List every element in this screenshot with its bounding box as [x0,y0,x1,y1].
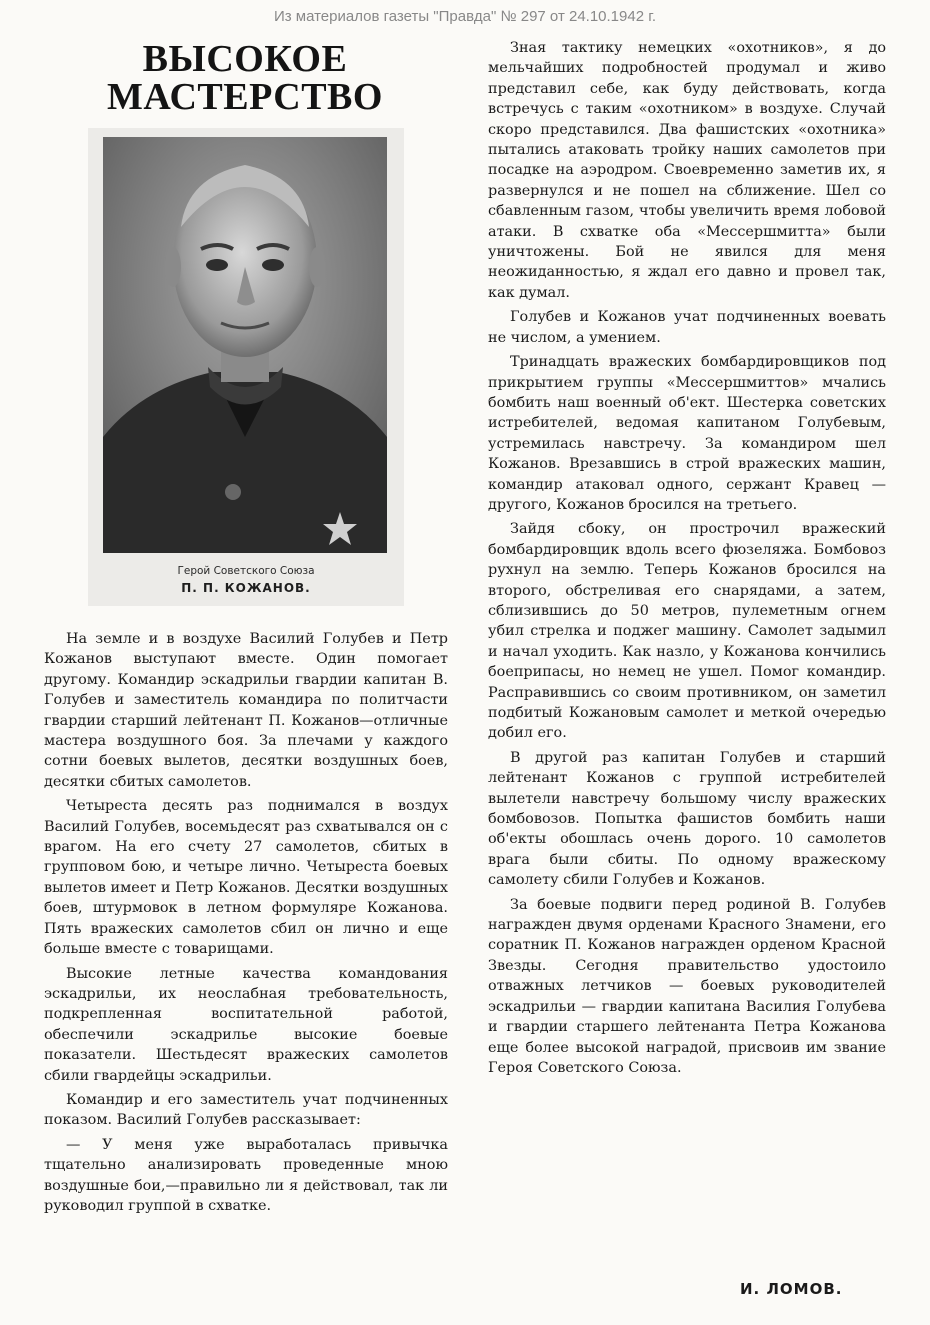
photo-caption-name: П. П. КОЖАНОВ. [181,581,311,595]
right-text-column [488,38,886,1082]
paragraph: На земле и в воздухе Василий Голубев и Петр Кожанов выступают вместе. Один помогает другому. Командир эскадрильи гвардии капитан В. Голубев и заместитель командира по политчасти гвардии старший лейтенант П. Кожанов—отличные мастера воздушного боя. За плечами у каждого сотни боевых вылетов, десятки воздушных боев, десятки сбитых самолетов. [44,631,448,790]
left-text-column [44,629,448,1220]
paragraph: За боевые подвиги перед родиной В. Голубев награжден двумя орденами Красного Знамени, его соратник П. Кожанов награжден орденом Красной Звезды. Сегодня правительство удостоило отважных летчиков — боевых руководителей эскадрильи — гвардии капитана Василия Голубева и гвардии старшего лейтенанта Петра Кожанова еще более высокой наградой, присвоив им звание Героя Советского Союза. [488,896,886,1076]
portrait-frame [88,128,404,606]
paragraph: — У меня уже выработалась привычка тщательно анализировать проведенные мною воздушные бои,—правильно ли я действовал, так ли руководил группой в схватке. [44,1136,448,1214]
paragraph: Тринадцать вражеских бомбардировщиков под прикрытием группы «Мессершмиттов» мчались бомбить наш военный об'ект. Шестерка советских истребителей, ведомая капитаном Голубевым, устремилась навстречу. За командиром шел Кожанов. Врезавшись в строй вражеских машин, командир атаковал одного, сержант Кравец — другого, Кожанов бросился на третьего. [488,354,886,513]
article-title: ВЫСОКОЕ МАСТЕРСТВО [107,38,383,118]
paragraph: Четыреста десять раз поднимался в воздух Василий Голубев, восемьдесят раз схватывался он с врагом. На его счету 27 самолетов, сбитых в групповом бою, и четыре лично. Четыреста боевых вылетов имеет и Петр Кожанов. Десятки воздушных боев, штурмовок в летном формуляре Кожанова. Пять вражеских самолетов сбил он лично и еще больше вместе с товарищами. [44,798,448,958]
paragraph: Зайдя сбоку, он прострочил вражеский бомбардировщик вдоль всего фюзеляжа. Бомбовоз рухнул на землю. Теперь Кожанов бросился на второго, обстреливая его снарядами, а затем, сблизившись до 50 метров, пулеметным огнем убил стрелка и поджег машину. Самолет задымил и начал уходить. Как назло, у Кожанова кончились боеприпасы, но немец не ушел. Помог командир. Расправившись со своим противником, он заметил подбитый Кожановым самолет и меткой очередью добил его. [488,521,886,742]
portrait-image [103,137,387,553]
paragraph: Голубев и Кожанов учат подчиненных воевать не числом, а умением. [488,309,886,346]
photo-caption-title: Герой Советского Союза [177,565,315,577]
paragraph: В другой раз капитан Голубев и старший лейтенант Кожанов с группой истребителей вылетели навстречу большому числу вражеских бомбовозов. Попытка фашистов бомбить наши об'екты обошлась очень дорого. 10 самолетов врага были сбиты. По одному вражескому самолету сбили Голубев и Кожанов. [488,749,886,889]
source-note: Из материалов газеты "Правда" № 297 от 24.10.1942 г. [273,8,657,25]
paragraph: Зная тактику немецких «охотников», я до мельчайших подробностей продумал и живо представил себе, как буду действовать, когда встречусь с таким «охотником» в воздухе. Случай скоро представился. Два фашистских «охотника» пытались атаковать тройку наших самолетов при посадке на аэродром. Своевременно заметив их, я развернулся и не пошел на сближение. Шел со сбавленным газом, чтобы увеличить время лобовой атаки. В схватке оба «Мессершмитта» были уничтожены. Бой не явился для меня неожиданностью, я ждал его давно и провел так, как думал. [488,40,886,301]
paragraph: Высокие летные качества командования эскадрильи, их неослабная требовательность, подкрепленная воспитательной работой, обеспечили эскадрилье высокие боевые показатели. Шестьдесят вражеских самолетов сбили гвардейцы эскадрильи. [44,965,448,1084]
portrait-photo [103,137,387,553]
author-signature: И. ЛОМОВ. [740,1280,843,1298]
paragraph: Командир и его заместитель учат подчиненных показом. Василий Голубев рассказывает: [44,1091,448,1129]
